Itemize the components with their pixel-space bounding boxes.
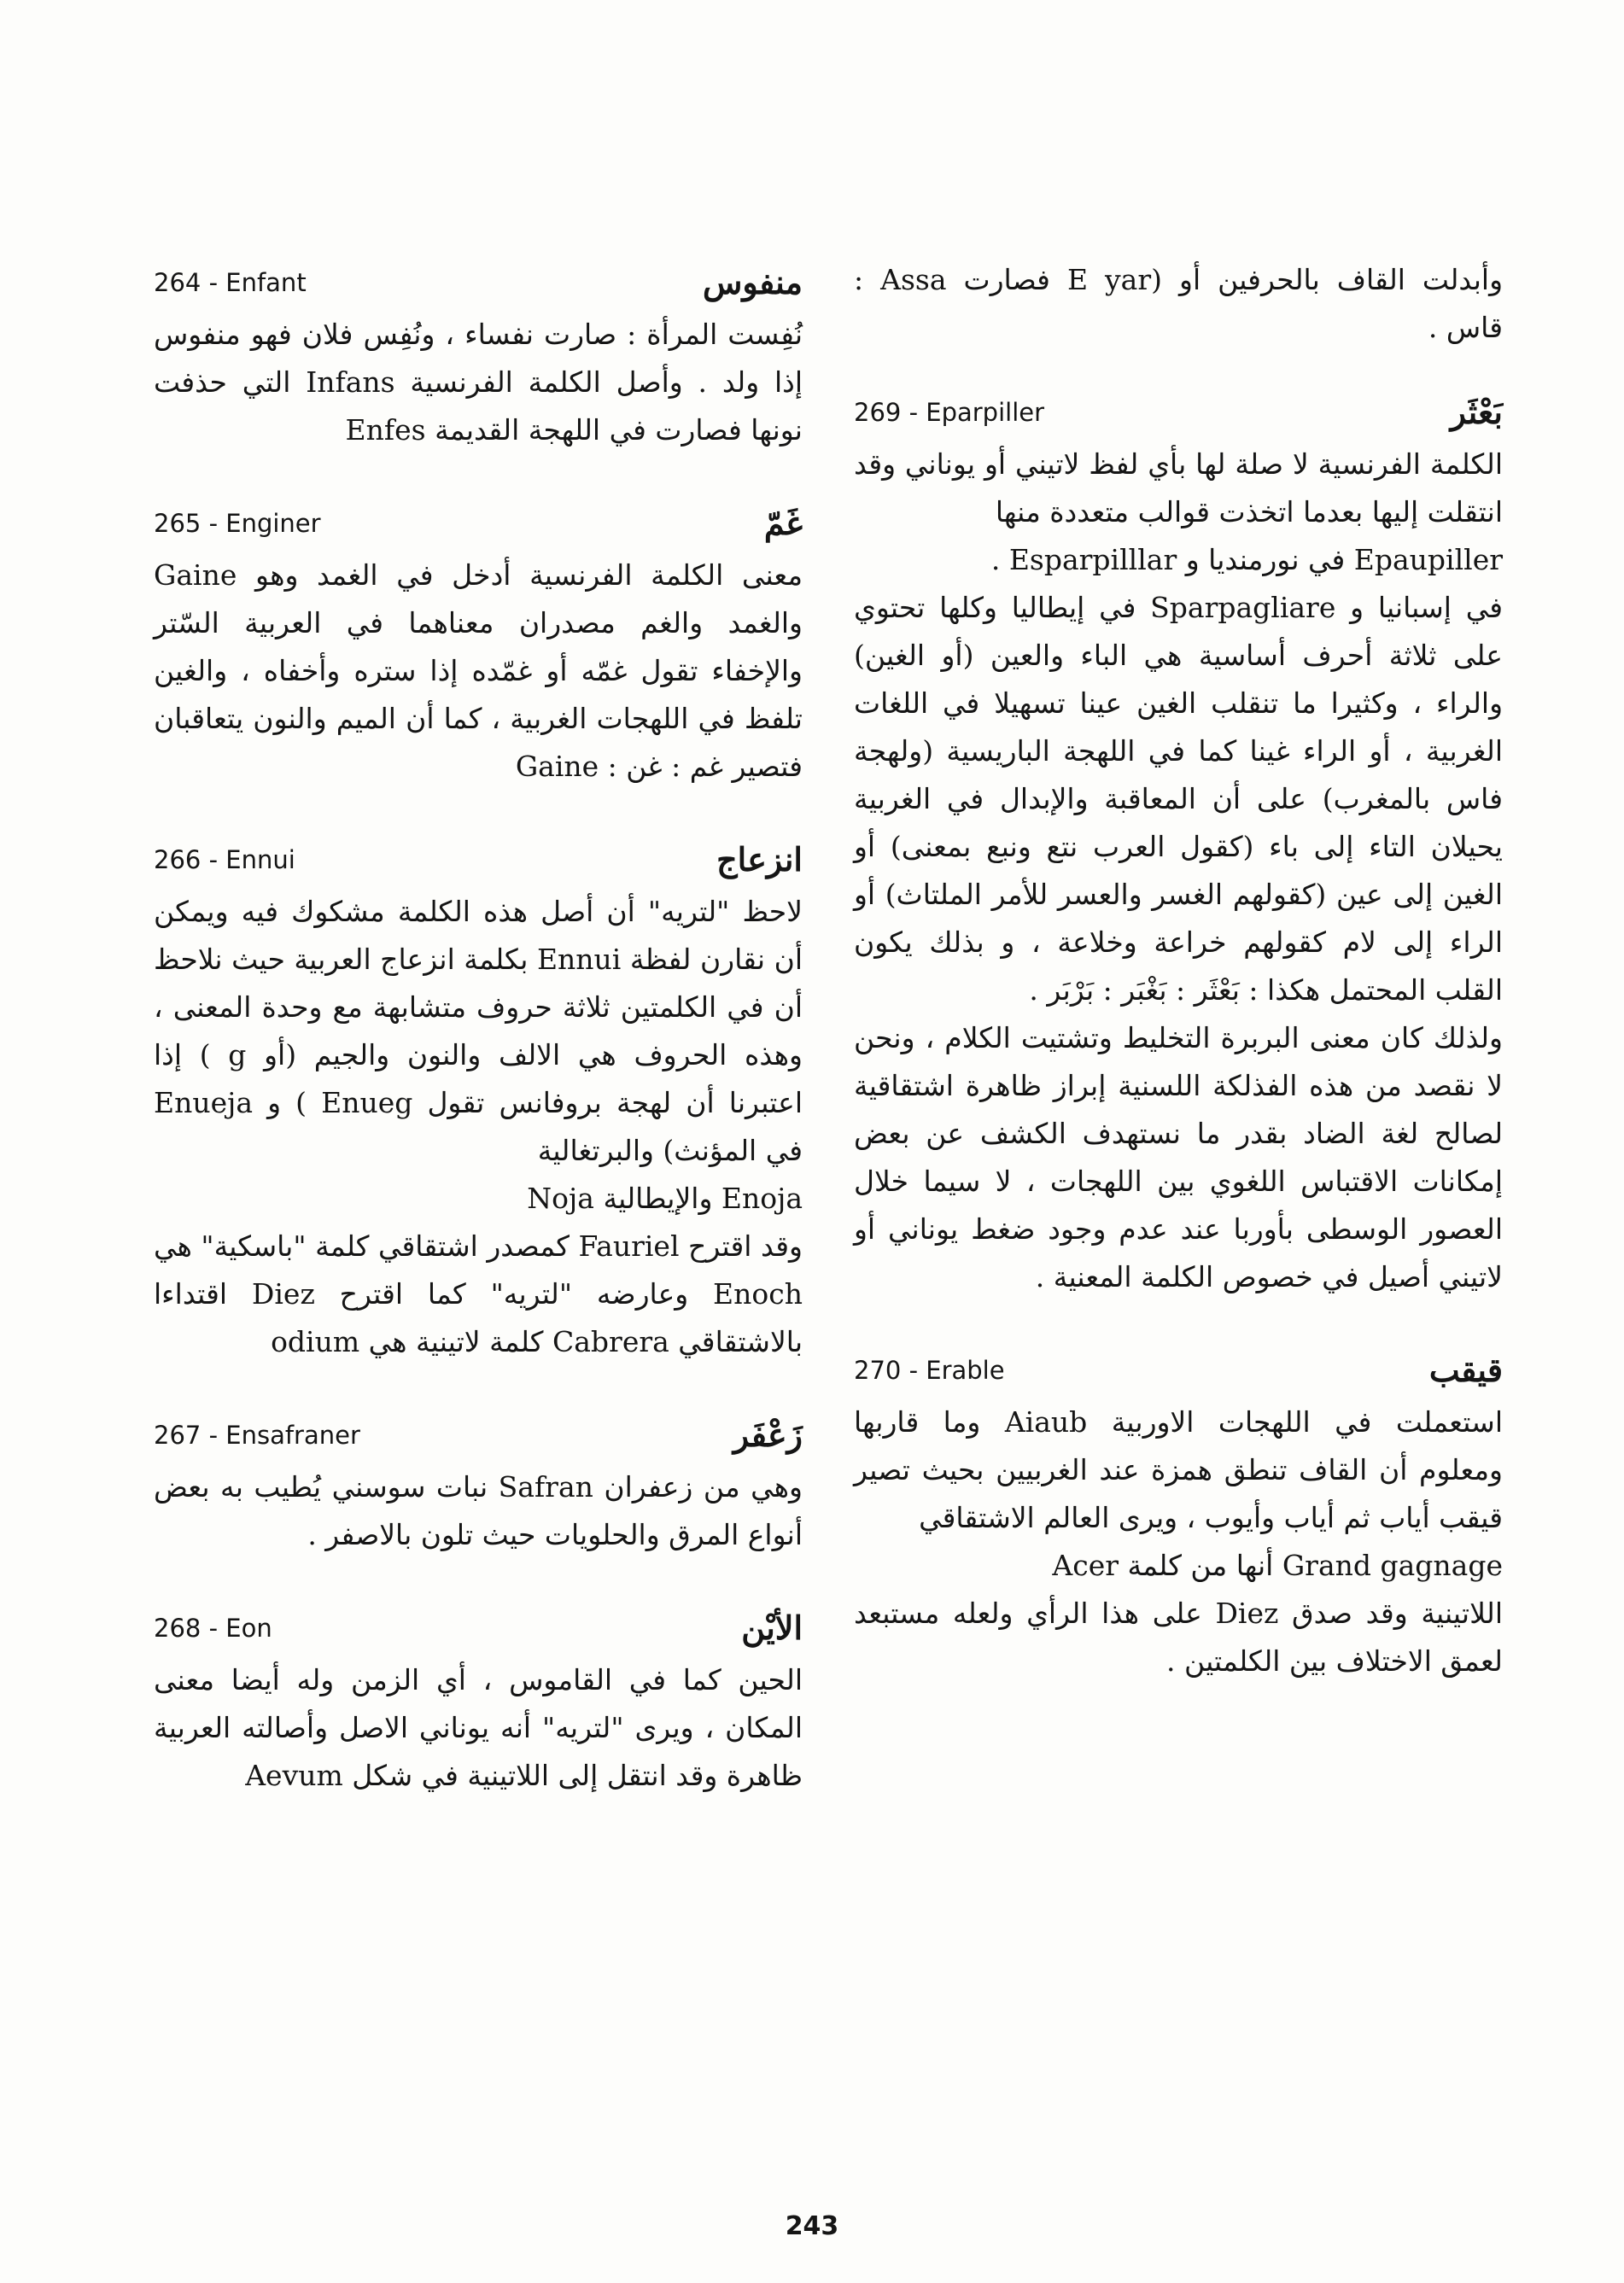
entry-header — [154, 497, 803, 552]
entry-text: نُفِست المرأة : صارت نفساء ، ونُفِس فلان فهو منفوس إذا ولد . وأصل الكلمة الفرنسية Infans التي حذفت نونها فصارت في اللهجة القديمة Enfes — [154, 318, 803, 447]
entry-french-term: 267 - Ensafraner — [154, 1421, 360, 1450]
page-number: 243 — [785, 2211, 839, 2241]
right-column — [854, 256, 1503, 1728]
entry-french-term: 268 - Eon — [154, 1614, 272, 1643]
entry-headword: قيقب — [1428, 1351, 1503, 1389]
entry-text: الكلمة الفرنسية لا صلة لها بأي لفظ لاتيني أو يوناني وقد انتقلت إليها بعدما اتخذت قوالب متعددة منها — [854, 447, 1503, 528]
entry-french-term: 269 - Eparpiller — [854, 398, 1045, 427]
entry-headword: منفوس — [702, 263, 803, 301]
entry-headword: بَعْثَر — [1450, 393, 1503, 431]
entry-text: لاحظ "لتريه" أن أصل هذه الكلمة مشكوك فيه ويمكن أن نقارن لفظة Ennui بكلمة انزعاج العربية حيث نلاحظ أن في الكلمتين ثلاثة حروف متشابهة مع وحدة المعنى ، وهذه الحروف هي الالف والنون والجيم (أو g ) إذا اعتبرنا أن لهجة بروفانس تقول Enueg ) و Enueja في المؤنث) والبرتغالية — [154, 895, 803, 1167]
entry-text: Enoja والإيطالية Noja — [527, 1182, 803, 1215]
entry-text: Epaupiller في نورمنديا و Esparpilllar . — [990, 543, 1503, 576]
entry-french-term: 270 - Erable — [854, 1356, 1005, 1385]
entry-header — [154, 256, 803, 311]
entry-header — [154, 833, 803, 888]
entry-headword: زَعْفَر — [733, 1416, 803, 1454]
entry-french-term: 265 - Enginer — [154, 509, 321, 538]
entry-header — [854, 386, 1503, 441]
entry-text: اللاتينية وقد صدق Diez على هذا الرأي ولعله مستبعد لعمق الاختلاف بين الكلمتين . — [854, 1597, 1503, 1678]
entry-header — [854, 1344, 1503, 1398]
entry-264 — [154, 256, 803, 454]
entry-text: ولذلك كان معنى البربرة التخليط وتشتيت الكلام ، ونحن لا نقصد من هذه الفذلكة اللسنية إبراز ظاهرة اشتقاقية لصالح لغة الضاد بقدر ما نستهدف الكشف عن بعض إمكانات الاقتباس اللغوي بين اللهجات ، لا سيما خلال العصور الوسطى بأوربا عند عدم وجود ضغط يوناني أو لاتيني أصيل في خصوص الكلمة المعنية . — [854, 1021, 1503, 1293]
entry-268 — [154, 1602, 803, 1800]
entry-265 — [154, 497, 803, 791]
entry-text: في إسبانيا و Sparpagliare في إيطاليا وكلها تحتوي على ثلاثة أحرف أساسية هي الباء والعين (أو الغين) والراء ، وكثيرا ما تنقلب الغين عينا تسهيلا في اللغات الغربية ، أو الراء غينا كما في اللهجة الباريسية (ولهجة فاس بالمغرب) على أن المعاقبة والإبدال في الغربية يحيلان التاء إلى باء (كقول العرب نتع ونبع بمعنى) أو الغين إلى عين (كقولهم الغسر والعسر للأمر الملتاث) أو الراء إلى لام كقولهم خراعة وخلاعة ، و بذلك يكون القلب المحتمل هكذا : بَعْثَر : بَغْبَر : بَرْبَر . — [854, 591, 1504, 1007]
entry-french-term: 264 - Enfant — [154, 268, 307, 297]
entry-269 — [854, 386, 1503, 1301]
entry-270 — [854, 1344, 1503, 1685]
entry-header — [154, 1409, 803, 1463]
entry-text: استعملت في اللهجات الاوربية Aiaub وما قاربها ومعلوم أن القاف تنطق همزة عند الغربيين بحيث تصير قيقب أياب ثم أياب وأيوب ، ويرى العالم الاشتقاقي — [854, 1405, 1503, 1534]
entry-headword: انزعاج — [716, 840, 803, 879]
entry-text: وهي من زعفران Safran نبات سوسني يُطيب به بعض أنواع المرق والحلويات حيث تلون بالاصفر . — [154, 1470, 803, 1551]
entry-headword: غَمّ — [763, 504, 803, 542]
entry-text: وقد اقترح Fauriel كمصدر اشتقاقي كلمة "باسكية" هي Enoch وعارضه "لتريه" كما اقترح Diez اقتداءا بالاشتقاقي Cabrera كلمة لاتينية هي odium — [154, 1229, 803, 1358]
intro-paragraph: وأبدلت القاف بالحرفين أو (E yar فصارت Assa : قاس . — [854, 263, 1504, 344]
entry-text: Grand gagnage أنها من كلمة Acer — [1052, 1549, 1503, 1582]
entry-french-term: 266 - Ennui — [154, 845, 295, 874]
left-column — [154, 256, 803, 1842]
entry-text: الحين كما في القاموس ، أي الزمن وله أيضا معنى المكان ، ويرى "لتريه" أنه يوناني الاصل وأصالته العربية ظاهرة وقد انتقل إلى اللاتينية في شكل Aevum — [154, 1663, 803, 1792]
entry-267 — [154, 1409, 803, 1559]
entry-header — [154, 1602, 803, 1656]
entry-266 — [154, 833, 803, 1366]
entry-text: معنى الكلمة الفرنسية أدخل في الغمد وهو Gaine والغمد والغم مصدران معناهما في العربية السّتر والإخفاء تقول غمّه أو غمّده إذا ستره وأخفاه ، والغين تلفظ في اللهجات الغربية ، كما أن الميم والنون يتعاقبان فتصير غم : غن : Gaine — [154, 558, 803, 783]
entry-headword: الأيْن — [741, 1609, 803, 1647]
